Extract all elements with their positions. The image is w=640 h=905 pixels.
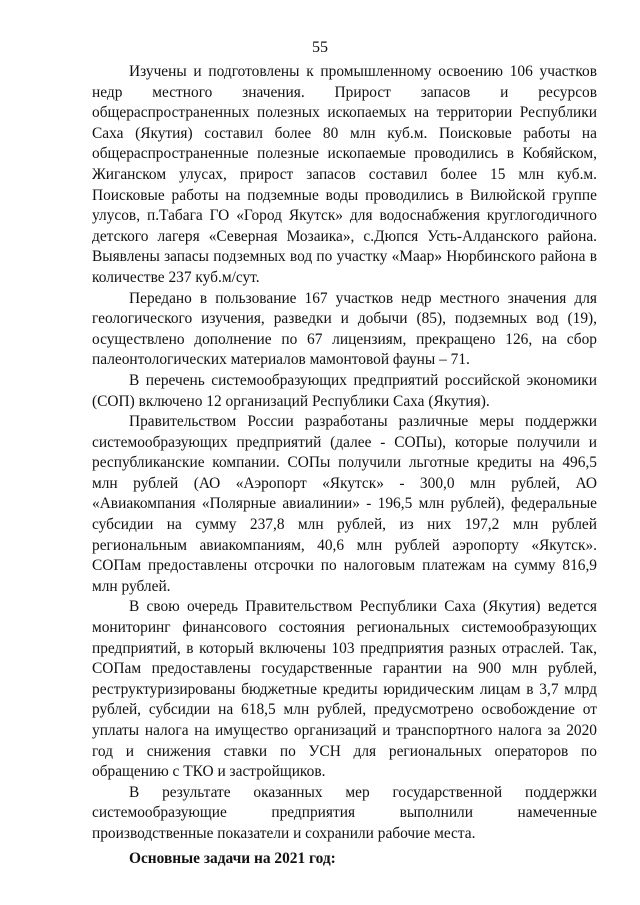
page-body (92, 62, 597, 869)
paragraph-regional-monitoring: В свою очередь Правительством Республики Саха (Якутия) ведется мониторинг финансового состояния региональных системообразующих предприятий, в который включены 103 предприятия разных отраслей. Так, СОПам предоставлены государственные гарантии на 900 млн рублей, реструктуризированы бюджетные кредиты юридическим лицам в 3,7 млрд рублей, субсидии на 618,5 млн рублей, предусмотрено освобождение от уплаты налога на имущество организаций и транспортного налога за 2020 год и снижения ставки по УСН для региональных операторов по обращению с ТКО и застройщиков. (92, 598, 597, 781)
paragraph-support-results: В результате оказанных мер государственной поддержки системообразующие предприятия выполнили намеченные производственные показатели и сохранили рабочие места. (92, 783, 597, 842)
page-number: 55 (312, 39, 328, 56)
paragraph-mineral-exploration: Изучены и подготовлены к промышленному освоению 106 участков недр местного значения. Прирост запасов и ресурсов общераспространенных полезных ископаемых на территории Республики Саха (Якутия) составил более 80 млн куб.м. Поисковые работы на общераспространенные полезные ископаемые проводились в Кобяйском, Жиганском улусах, прирост запасов составил более 15 млн куб.м. Поисковые работы на подземные воды проводились в Вилюйской группе улусов, п.Табага ГО «Город Якутск» для водоснабжения круглогодичного детского лагеря «Северная Мозаика», с.Дюпся Усть-Алданского района. Выявлены запасы подземных вод по участку «Маар» Нюрбинского района в количестве 237 куб.м/сут. (92, 63, 597, 286)
paragraph-system-enterprises-list: В перечень системообразующих предприятий российской экономики (СОП) включено 12 организаций Республики Саха (Якутия). (92, 371, 597, 410)
section-heading: Основные задачи на 2021 год: (129, 849, 336, 867)
paragraph-subsoil-licensing: Передано в пользование 167 участков недр местного значения для геологического изучения, разведки и добычи (85), подземных вод (19), осуществлено дополнение по 67 лицензиям, прекращено 126, на сбор палеонтологических материалов мамонтовой фауны – 71. (92, 289, 597, 369)
paragraph-federal-support: Правительством России разработаны различные меры поддержки системообразующих предприятий (далее - СОПы), которые получили и республиканские компании. СОПы получили льготные кредиты на 496,5 млн рублей (АО «Аэропорт «Якутск» - 300,0 млн рублей, АО «Авиакомпания «Полярные авиалинии» - 196,5 млн рублей), федеральные субсидии на сумму 237,8 млн рублей, из них 197,2 млн рублей региональным авиакомпаниям, 40,6 млн рублей аэропорту «Якутск». СОПам предоставлены отсрочки по налоговым платежам на сумму 816,9 млн рублей. (92, 413, 597, 595)
